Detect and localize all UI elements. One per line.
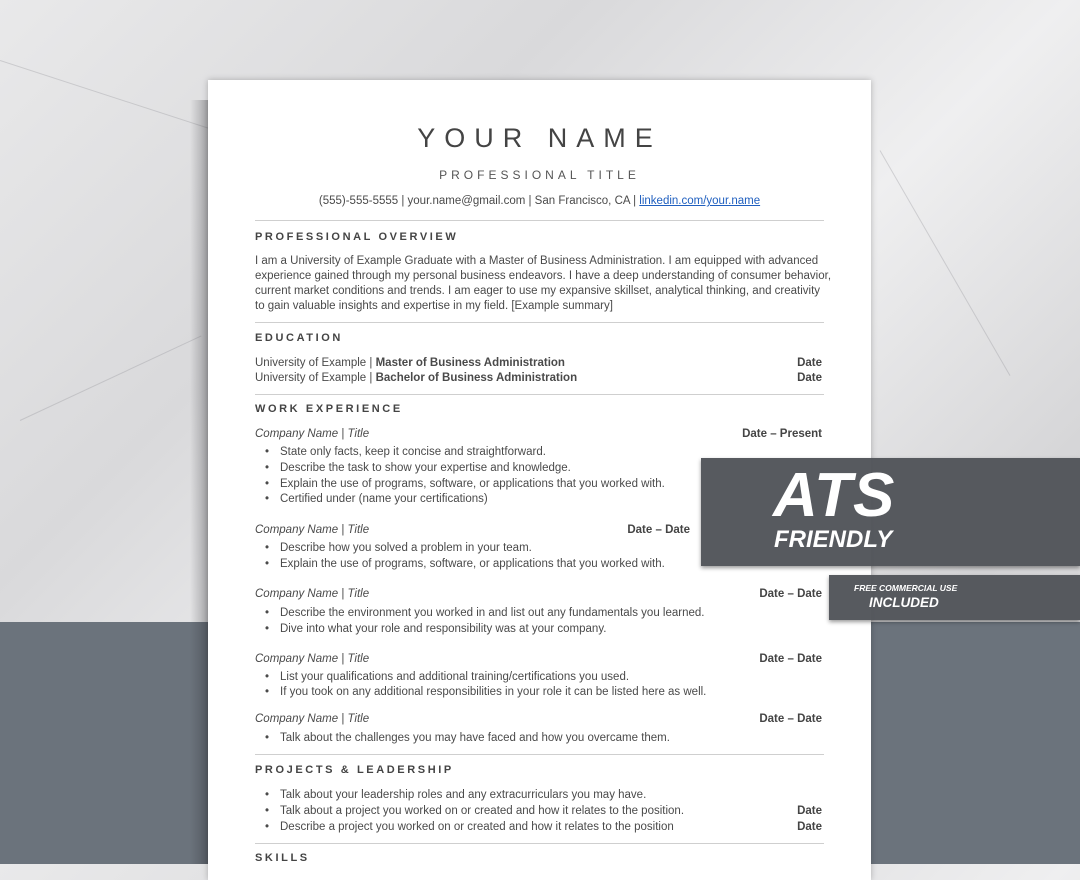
overview-text: current market conditions and trends. I am eager to use my expansive skillset, analytical thinking, and creativity — [255, 285, 821, 297]
overview-text: experience gained through my personal business endeavors. I have a deep understanding of consumer behavior, — [255, 270, 832, 282]
bullet-item — [255, 820, 822, 834]
section-heading-skills: SKILLS — [255, 852, 310, 864]
job-title — [255, 427, 822, 441]
professional-title: PROFESSIONAL TITLE — [439, 168, 640, 182]
bullet-item: • Explain the use of programs, software, or applications that you worked with. — [255, 557, 822, 571]
friendly-label: FRIENDLY — [774, 526, 893, 553]
bullet-item: • Describe the task to show your expertise and knowledge. — [255, 461, 822, 475]
bullet-item: • Certified under (name your certifications) — [255, 492, 822, 506]
school: University of Example | — [255, 357, 376, 369]
job-company: Company Name | Title — [255, 653, 370, 665]
degree: Master of Business Administration — [375, 357, 565, 369]
section-heading-education: EDUCATION — [255, 332, 343, 344]
divider — [255, 220, 824, 221]
bullet-item: • Describe the environment you worked in and list out any fundamentals you learned. — [255, 606, 822, 620]
job-company: Company Name | Title — [255, 428, 370, 440]
contact-line — [208, 194, 871, 208]
bullet-item: • If you took on any additional responsibilities in your role it can be listed here as well. — [255, 685, 822, 699]
job-title — [255, 587, 822, 601]
date: Date – Date — [759, 653, 822, 665]
included-label: INCLUDED — [869, 595, 939, 610]
overview-text: to gain valuable insights and expertise in my field. [Example summary] — [255, 300, 613, 312]
date: Date — [797, 821, 822, 833]
section-heading-projects: PROJECTS & LEADERSHIP — [255, 764, 454, 776]
bullet-item: • Dive into what your role and responsibility was at your company. — [255, 622, 822, 636]
date: Date – Date — [759, 588, 822, 600]
date: Date – Present — [742, 428, 822, 440]
section-heading-work: WORK EXPERIENCE — [255, 403, 403, 415]
bullet-item: • Talk about your leadership roles and any extracurriculars you may have. — [255, 788, 822, 802]
ats-friendly-banner — [701, 458, 1080, 566]
bullet-item: • Explain the use of programs, software, or applications that you worked with. — [255, 477, 822, 491]
marble-vein — [20, 336, 202, 421]
marble-vein — [880, 150, 1011, 376]
section-heading-overview: PROFESSIONAL OVERVIEW — [255, 231, 459, 243]
education-row — [255, 356, 822, 370]
degree: Bachelor of Business Administration — [375, 372, 578, 384]
divider — [255, 394, 824, 395]
overview-text: I am a University of Example Graduate with a Master of Business Administration. I am equipped with advanced — [255, 255, 819, 267]
date: Date — [797, 372, 822, 384]
education-row — [255, 371, 822, 385]
divider — [255, 843, 824, 844]
contact-info: (555)-555-5555 | your.name@gmail.com | San Francisco, CA | — [318, 195, 640, 207]
job-company: Company Name | Title — [255, 713, 370, 725]
divider — [255, 754, 824, 755]
job-company: Company Name | Title — [255, 524, 370, 536]
project-text: Describe a project you worked on or created and how it relates to the position — [280, 821, 674, 833]
job-title — [255, 712, 822, 726]
commercial-use-banner — [829, 575, 1080, 620]
linkedin-link[interactable]: linkedin.com/your.name — [639, 195, 761, 207]
school: University of Example | — [255, 372, 376, 384]
bullet-item: • List your qualifications and additional training/certifications you used. — [255, 670, 822, 684]
project-text: Talk about a project you worked on or created and how it relates to the position. — [280, 805, 685, 817]
bullet-item — [255, 804, 822, 818]
date: Date – Date — [759, 713, 822, 725]
free-commercial-label: FREE COMMERCIAL USE — [854, 583, 958, 593]
ats-label: ATS — [773, 461, 896, 530]
bullet-item: • Talk about the challenges you may have faced and how you overcame them. — [255, 731, 822, 745]
resume-name: YOUR NAME — [417, 123, 662, 153]
job-company: Company Name | Title — [255, 588, 370, 600]
job-title — [255, 652, 822, 666]
bullet-item: • State only facts, keep it concise and straightforward. — [255, 445, 822, 459]
date: Date — [797, 805, 822, 817]
bullet-item: • Describe how you solved a problem in your team. — [255, 541, 822, 555]
date: Date — [797, 357, 822, 369]
divider — [255, 322, 824, 323]
date: Date – Date — [627, 524, 690, 536]
